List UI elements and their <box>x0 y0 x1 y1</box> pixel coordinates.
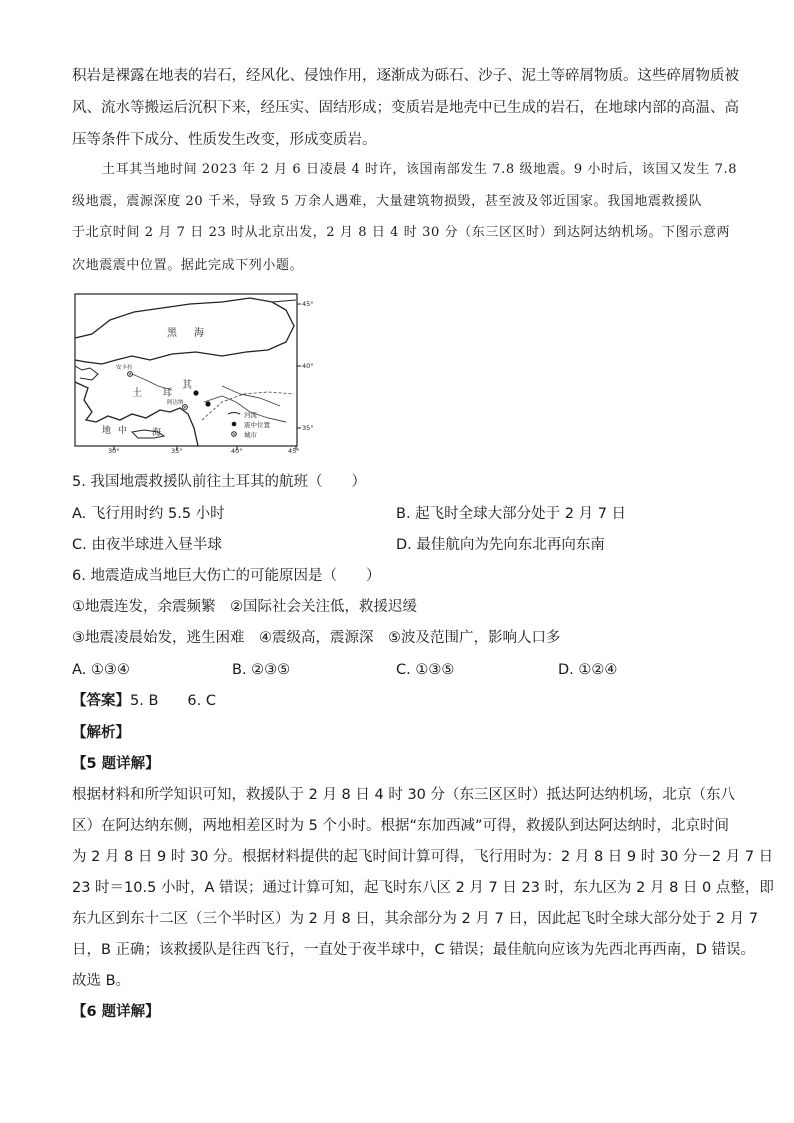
q6-option-a[interactable]: A. ①③④ <box>72 662 130 678</box>
country-char-3: 其 <box>182 380 192 391</box>
detail5-line-4: 23 时＝10.5 小时，A 错误；通过计算可知，起飞时东八区 2 月 7 日 23 时，东九区为 2 月 8 日 0 点整，即 <box>72 880 774 896</box>
sea-med-char-2: 中 <box>118 426 128 436</box>
answer-label: 【答案】 <box>72 693 130 709</box>
material-line-1: 土耳其当地时间 2023 年 2 月 6 日凌晨 4 时许，该国南部发生 7.8 级地震。9 小时后，该国又发生 7.8 <box>102 162 738 177</box>
detail5-line-3: 为 2 月 8 日 9 时 30 分。根据材料提供的起飞时间计算可得，飞行用时为：2 月 8 日 9 时 30 分－2 月 7 日 <box>72 849 774 865</box>
country-char-1: 土 <box>132 388 142 399</box>
detail5-line-1: 根据材料和所学知识可知，救援队于 2 月 8 日 4 时 30 分（东三区区时）抵达阿达纳机场，北京（东八 <box>72 787 735 803</box>
legend-city-dot <box>233 433 235 435</box>
material-line-2: 级地震，震源深度 20 千米，导致 5 万余人遇难，大量建筑物损毁，甚至波及邻近国家。我国地震救援队 <box>72 194 703 209</box>
intro-line-3: 压等条件下成分、性质发生改变，形成变质岩。 <box>72 132 377 148</box>
sea-black-char-1: 黑 <box>167 328 177 339</box>
q6-items-line-1: ①地震连发，余震频繁 ②国际社会关注低，救援迟缓 <box>72 599 417 615</box>
q5-stem: 5. 我国地震救援队前往土耳其的航班（ ） <box>72 474 366 490</box>
epicenter-1 <box>193 390 198 395</box>
detail6-label: 【6 题详解】 <box>72 1004 160 1020</box>
lon-45-label: 45° <box>288 447 300 453</box>
q5-option-a[interactable]: A. 飞行用时约 5.5 小时 <box>72 506 225 522</box>
epicenter-2 <box>205 401 210 406</box>
city-adana-dot <box>184 406 186 408</box>
q5-row-2 <box>72 535 727 555</box>
turkey-earthquake-map <box>72 290 322 453</box>
lon-30-label: 30° <box>108 447 120 453</box>
detail5-line-2: 区）在阿达纳东侧，两地相差区时为 5 个小时。根据“东加西减”可得，救援队到达阿达纳时，北京时间 <box>72 818 729 834</box>
legend-epicenter-symbol <box>232 422 237 427</box>
sea-black-char-2: 海 <box>194 328 204 339</box>
detail5-line-7: 故选 B。 <box>72 973 131 989</box>
material-line-4: 次地震震中位置。据此完成下列小题。 <box>72 258 304 273</box>
lat-35-label: 35° <box>302 424 314 432</box>
detail5-label: 【5 题详解】 <box>72 756 160 772</box>
q6-items-line-2: ③地震凌晨始发，逃生困难 ④震级高，震源深 ⑤波及范围广，影响人口多 <box>72 630 561 646</box>
legend-epicenter-label: 震中位置 <box>244 421 270 429</box>
map-svg <box>72 290 322 453</box>
city-ankara-dot <box>129 373 131 375</box>
lon-40-label: 40° <box>231 447 243 453</box>
sea-med-char-3: 海 <box>152 428 162 438</box>
q6-stem: 6. 地震造成当地巨大伤亡的可能原因是（ ） <box>72 568 381 584</box>
lat-45-label: 45° <box>302 300 314 308</box>
q5-option-c[interactable]: C. 由夜半球进入昼半球 <box>72 537 222 553</box>
intro-line-2: 风、流水等搬运后沉积下来，经压实、固结形成；变质岩是地壳中已生成的岩石，在地球内部的高温、高 <box>72 100 739 116</box>
material-line-3: 于北京时间 2 月 7 日 23 时从北京出发，2 月 8 日 4 时 30 分（东三区区时）到达阿达纳机场。下图示意两 <box>72 225 731 240</box>
city-adana-label: 阿达纳 <box>167 400 184 406</box>
q6-option-c[interactable]: C. ①③⑤ <box>396 662 455 678</box>
q6-option-b[interactable]: B. ②③⑤ <box>232 662 291 678</box>
intro-line-1: 积岩是裸露在地表的岩石，经风化、侵蚀作用，逐渐成为砾石、沙子、泥土等碎屑物质。这些碎屑物质被 <box>72 68 739 84</box>
detail5-line-6: 日，B 正确；该救援队是往西飞行，一直处于夜半球中，C 错误；最佳航向应该为先西北再西南，D 错误。 <box>72 942 756 958</box>
country-char-2: 耳 <box>162 388 172 399</box>
answer-line <box>72 691 727 711</box>
q5-option-b[interactable]: B. 起飞时全球大部分处于 2 月 7 日 <box>396 506 627 522</box>
analysis-label: 【解析】 <box>72 725 130 741</box>
answer-text: 5. B 6. C <box>130 693 216 709</box>
legend-river-label: 河流 <box>244 411 257 419</box>
q5-option-d[interactable]: D. 最佳航向为先向东北再向东南 <box>396 537 605 553</box>
lon-35-label: 35° <box>171 447 183 453</box>
detail5-line-5: 东九区到东十二区（三个半时区）为 2 月 8 日，其余部分为 2 月 7 日，因此起飞时全球大部分处于 2 月 7 <box>72 911 759 927</box>
q5-row-1 <box>72 504 727 524</box>
q6-option-d[interactable]: D. ①②④ <box>558 662 618 678</box>
legend-city-label: 城市 <box>244 431 257 439</box>
city-ankara-label: 安卡拉 <box>116 365 133 371</box>
lat-40-label: 40° <box>302 362 314 370</box>
sea-med-char-1: 地 <box>102 426 112 436</box>
